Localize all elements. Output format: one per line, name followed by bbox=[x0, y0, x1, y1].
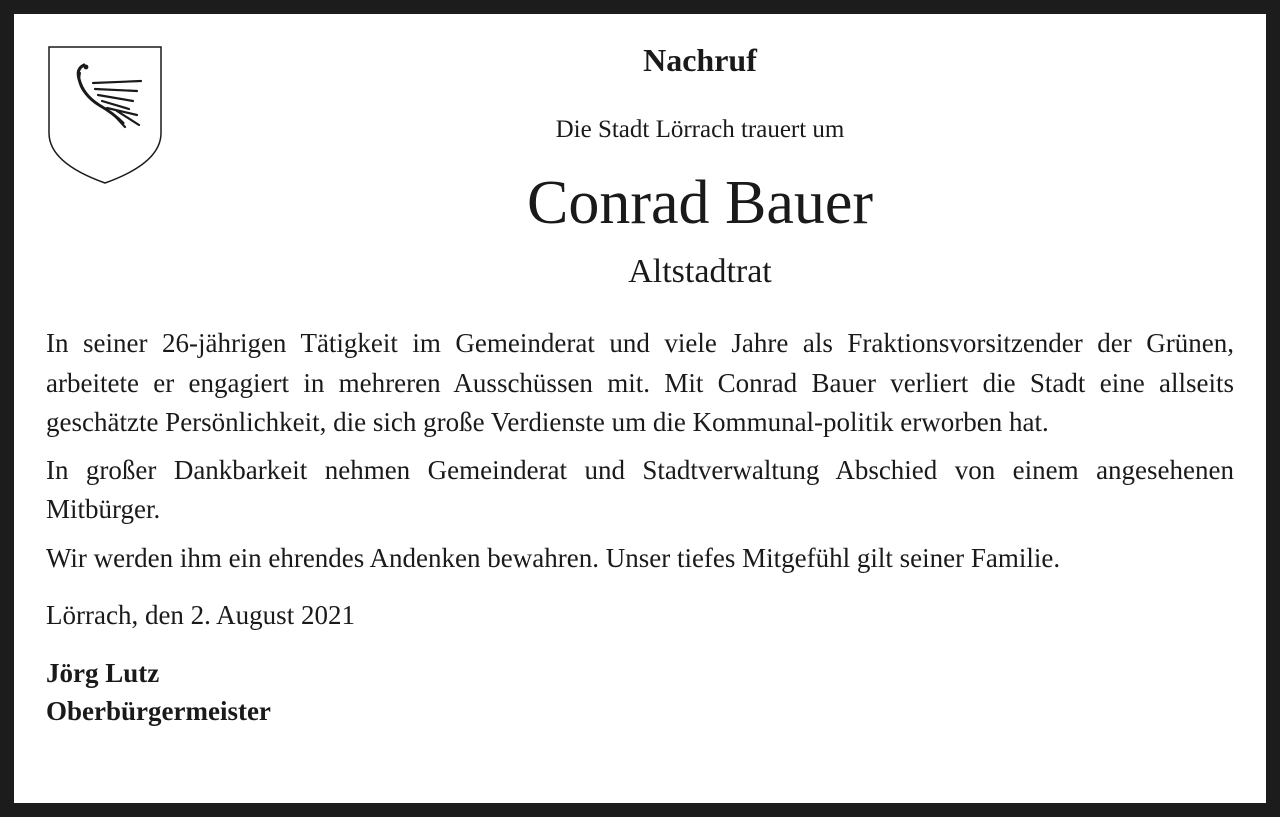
paragraph-condolence: Wir werden ihm ein ehrendes Andenken bewahren. Unser tiefes Mitgefühl gilt seiner Familie. bbox=[46, 542, 1061, 573]
notice-body bbox=[46, 324, 1234, 730]
paragraph-tribute: In seiner 26-jährigen Tätigkeit im Gemeinderat und viele Jahre als Fraktionsvorsitzender der Grünen, arbeitete er engagiert in mehreren Ausschüssen mit. Mit Conrad Bauer verliert die Stadt eine allseits geschätzte Persönlichkeit, die sich große Verdienste um die Kommunal-politik erworben hat. bbox=[46, 328, 1234, 437]
notice-title: Nachruf bbox=[643, 42, 757, 78]
intro-line: Die Stadt Lörrach trauert um bbox=[555, 116, 845, 143]
obituary-notice bbox=[14, 14, 1266, 803]
signature-title: Oberbürgermeister bbox=[46, 695, 271, 726]
signature-name: Jörg Lutz bbox=[46, 657, 160, 688]
coat-of-arms-bird-icon bbox=[47, 45, 163, 185]
deceased-role: Altstadtrat bbox=[628, 253, 772, 290]
place-date: Lörrach, den 2. August 2021 bbox=[46, 600, 355, 630]
paragraph-farewell: In großer Dankbarkeit nehmen Gemeinderat und Stadtverwaltung Abschied von einem angesehenen Mitbürger. bbox=[46, 454, 1234, 524]
deceased-name: Conrad Bauer bbox=[526, 169, 874, 237]
